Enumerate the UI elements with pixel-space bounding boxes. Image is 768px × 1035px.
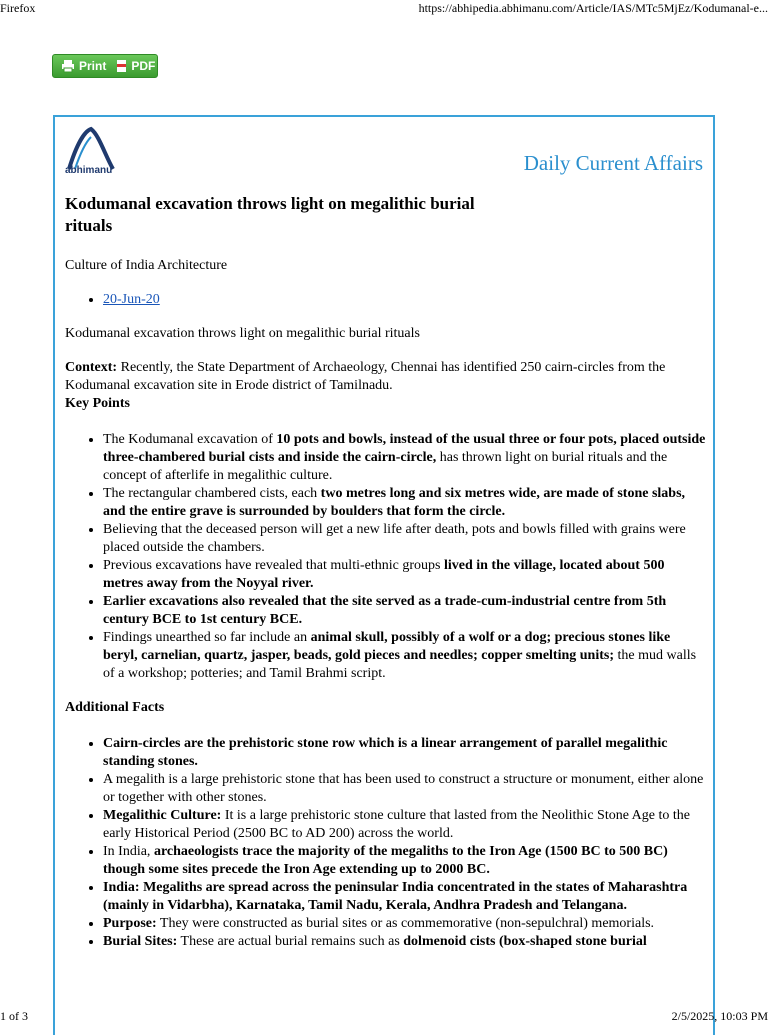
site-title: Daily Current Affairs [523, 151, 703, 175]
article-content [65, 193, 707, 951]
page-counter: 1 of 3 [0, 1009, 28, 1023]
key-points-heading: Key Points [65, 396, 130, 411]
list-item: • In India, archaeologists trace the majority of the megaliths to the Iron Age (1500 BC to 500 BC) though some sites precede the Iron Age extending up to 2000 BC. [103, 843, 707, 879]
browser-title: Firefox [0, 1, 36, 15]
article-date-link[interactable]: 20-Jun-20 [103, 292, 160, 307]
list-item: • Megalithic Culture: It is a large prehistoric stone culture that lasted from the Neolithic Stone Age to the early Historical Period (2500 BC to AD 200) across the world. [103, 807, 707, 843]
list-item: • A megalith is a large prehistoric stone that has been used to construct a structure or monument, either alone or together with other stones. [103, 771, 707, 807]
context-text: Recently, the State Department of Archaeology, Chennai has identified 250 cairn-circles from the Kodumanal excavation site in Erode district of Tamilnadu. [65, 360, 666, 393]
context-paragraph [65, 359, 707, 395]
logo-text: abhimanu [65, 165, 113, 176]
additional-facts-list [65, 735, 707, 951]
list-item: • The Kodumanal excavation of 10 pots and bowls, instead of the usual three or four pots, placed outside three-chambered burial cists and inside the cairn-circle, has thrown light on burial rituals and the concept of afterlife in megalithic culture. [103, 431, 707, 485]
list-item: • Earlier excavations also revealed that the site served as a trade-cum-industrial centre from 5th century BCE to 1st century BCE. [103, 593, 707, 629]
list-item: • The rectangular chambered cists, each two metres long and six metres wide, are made of stone slabs, and the entire grave is surrounded by boulders that form the circle. [103, 485, 707, 521]
print-datetime: 2/5/2025, 10:03 PM [671, 1009, 768, 1023]
date-list [65, 291, 707, 309]
list-item: • India: Megaliths are spread across the peninsular India concentrated in the states of Maharashtra (mainly in Vidarbha), Karnataka, Tamil Nadu, Kerala, Andhra Pradesh and Telangana. [103, 879, 707, 915]
list-item: • Findings unearthed so far include an animal skull, possibly of a wolf or a dog; precious stones like beryl, carnelian, quartz, jasper, beads, gold pieces and needles; copper smelting units; the mud walls of a workshop; potteries; and Tamil Brahmi script. [103, 629, 707, 683]
list-item: • Burial Sites: These are actual burial remains such as dolmenoid cists (box-shaped stone burial [103, 933, 707, 951]
pdf-icon [116, 59, 127, 73]
list-item: • Purpose: They were constructed as burial sites or as commemorative (non-sepulchral) memorials. [103, 915, 707, 933]
article-frame [53, 115, 715, 1035]
context-label: Context: [65, 360, 118, 375]
list-item: • Previous excavations have revealed that multi-ethnic groups lived in the village, located about 500 metres away from the Noyyal river. [103, 557, 707, 593]
key-points-list [65, 431, 707, 683]
print-pdf-button[interactable] [52, 54, 158, 78]
article-title: Kodumanal excavation throws light on megalithic burial rituals [65, 194, 475, 235]
list-item [103, 291, 707, 309]
article-lead: Kodumanal excavation throws light on megalithic burial rituals [65, 326, 420, 341]
additional-facts-heading: Additional Facts [65, 700, 165, 715]
list-item: • Cairn-circles are the prehistoric stone row which is a linear arrangement of parallel megalithic standing stones. [103, 735, 707, 771]
printer-icon [61, 59, 75, 73]
pdf-label: PDF [131, 59, 156, 73]
print-label: Print [79, 59, 107, 73]
page-url: https://abhipedia.abhimanu.com/Article/IAS/MTc5MjEz/Kodumanal-e... [418, 1, 768, 15]
list-item: • Believing that the deceased person will get a new life after death, pots and bowls filled with grains were placed outside the chambers. [103, 521, 707, 557]
article-category: Culture of India Architecture [65, 258, 228, 273]
